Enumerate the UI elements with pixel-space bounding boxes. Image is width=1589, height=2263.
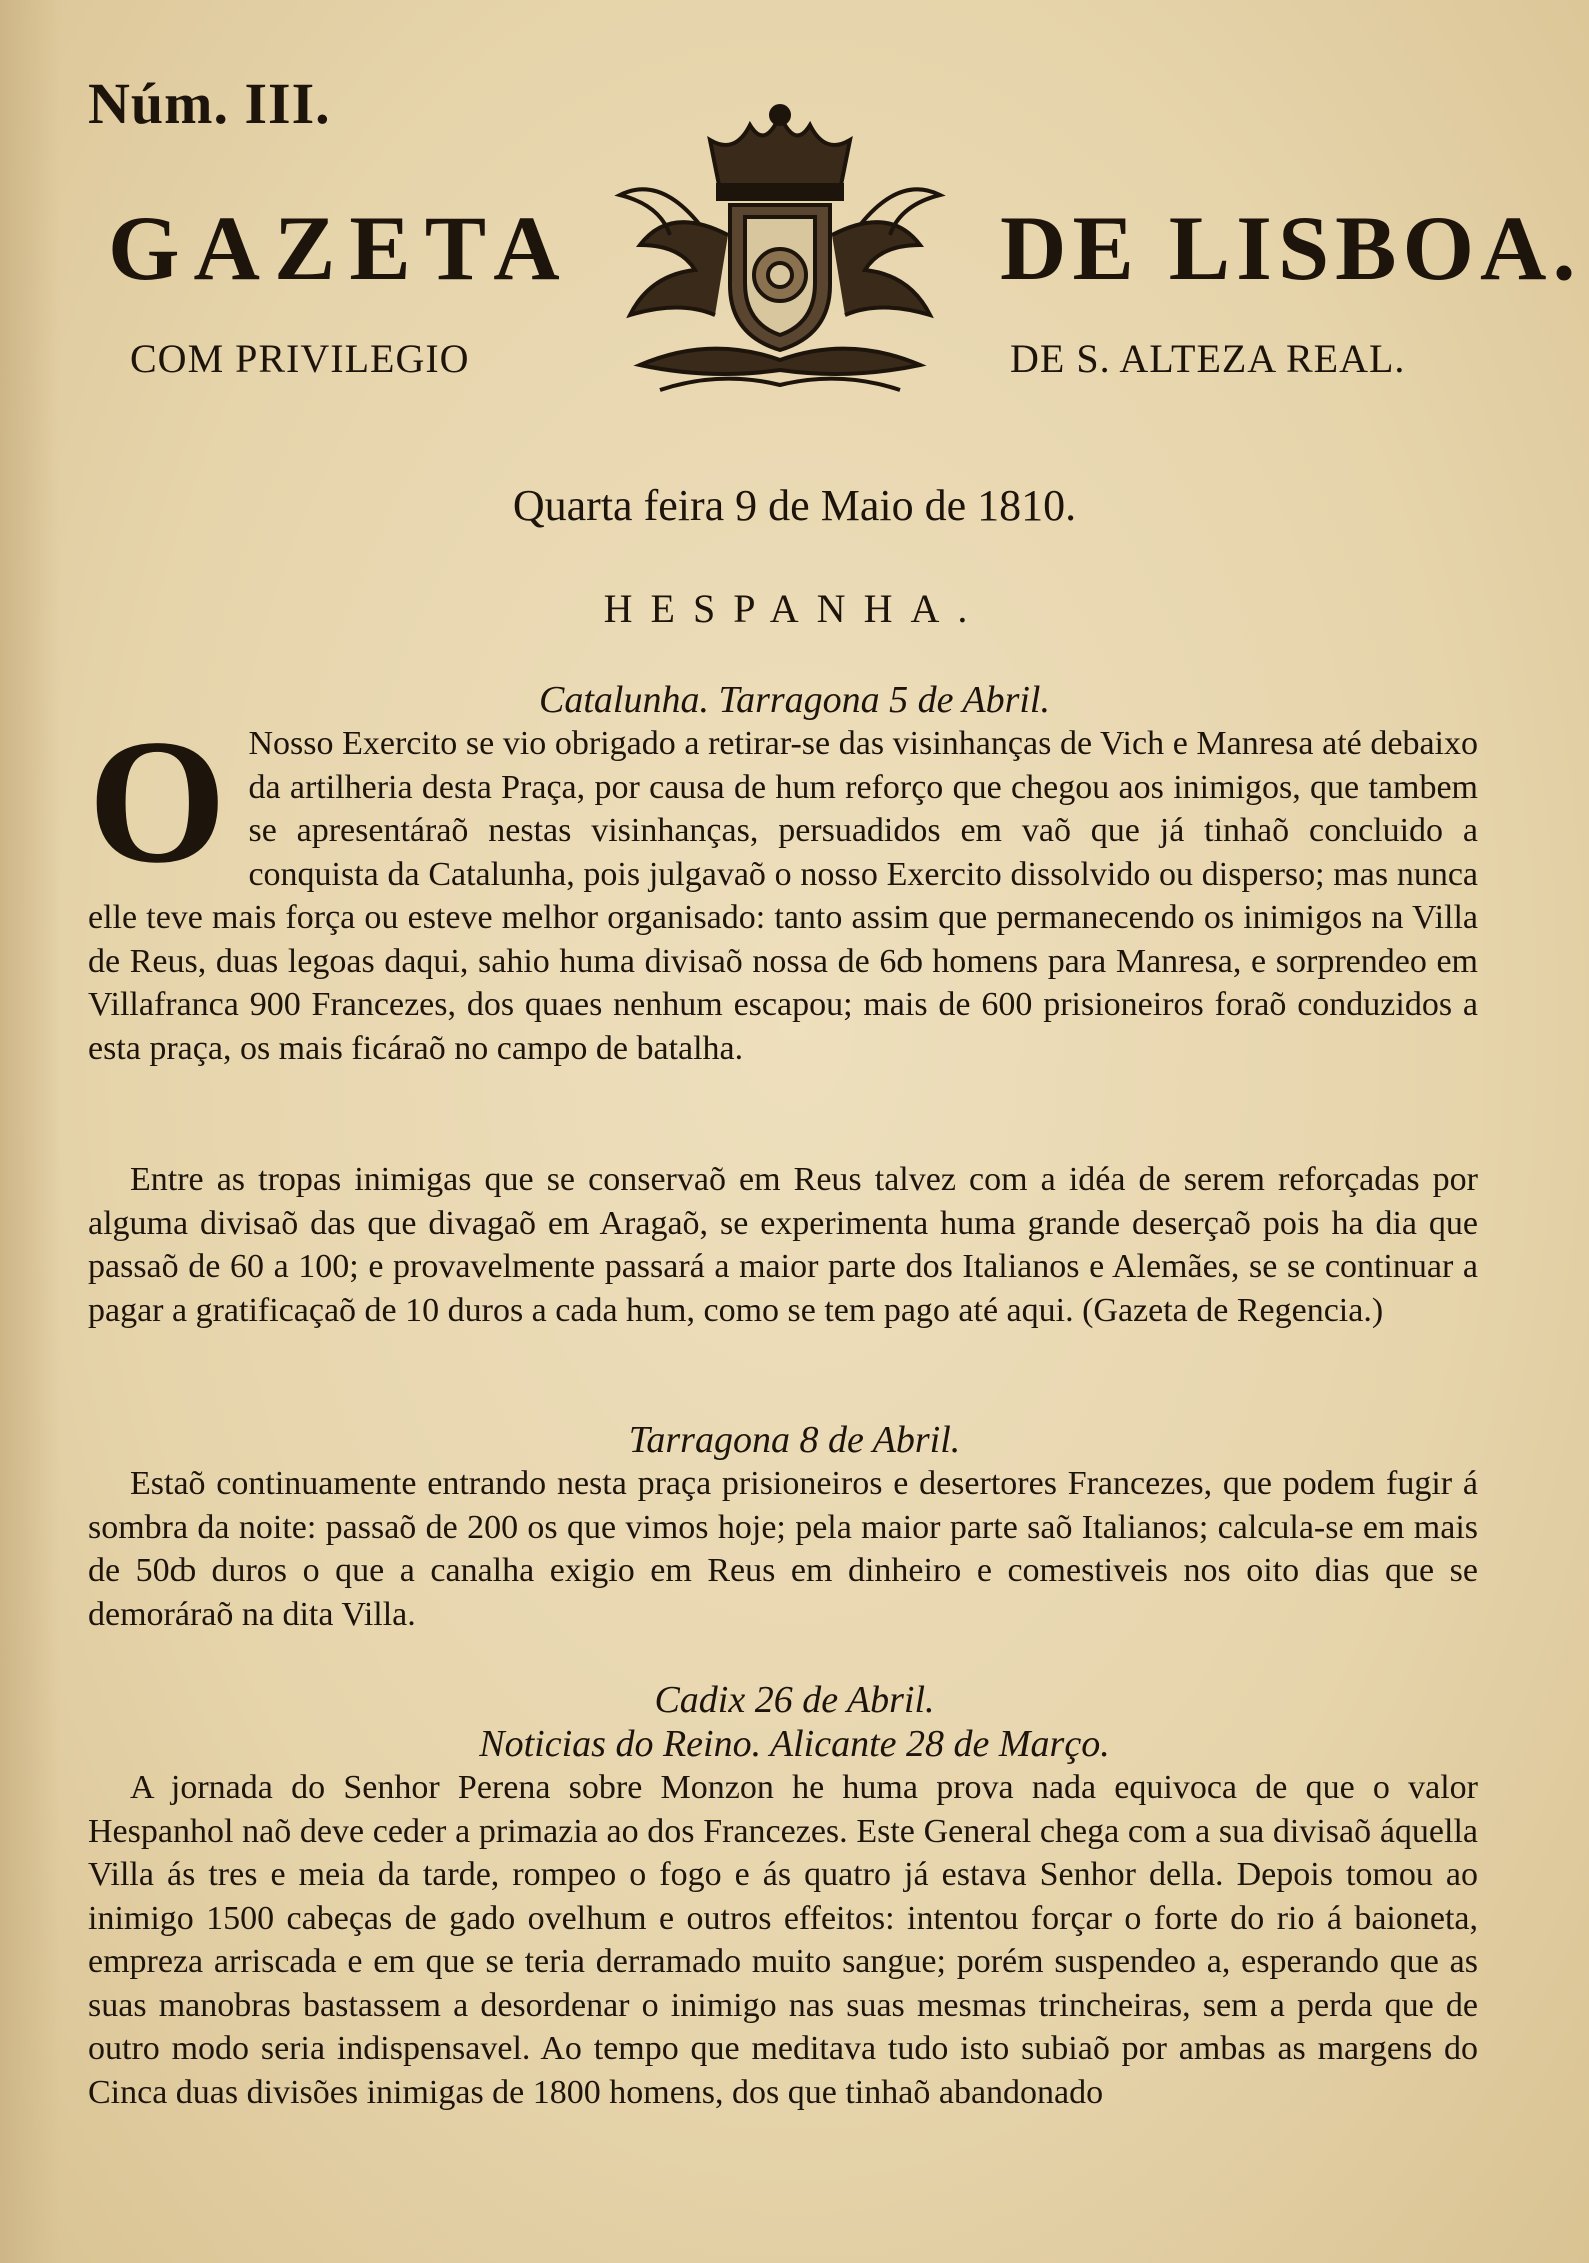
dateline-cadix: Cadix 26 de Abril.	[654, 1679, 935, 1721]
article-paragraph: A jornada do Senhor Perena sobre Monzon he huma prova nada equivoca de que o valor Hespanhol naõ deve ceder a primazia ao dos Francezes. Este General chega com a sua divisaõ áquella Villa ás tres e meia da tarde, rompeo o fogo e ás quatro já estava Senhor della. Depois tomou ao inimigo 1500 cabeças de gado ovelhum e outros effeitos: intentou forçar o forte do rio á baioneta, empreza arriscada e em que se teria derramado muito sangue; porém suspendeo a, esperando que as suas manobras bastassem a desordenar o inimigo nas suas mesmas trincheiras, sem a perda que de outro modo seria indispensavel. Ao tempo que meditava tudo isto subiaõ por ambas as margens do Cinca duas divisões inimigas de 1800 homens, dos que tinhaõ abandonado	[88, 1769, 1478, 2111]
dateline-tarragona-5-abril: Catalunha. Tarragona 5 de Abril.	[539, 679, 1050, 721]
issue-date: Quarta feira 9 de Maio de 1810.	[512, 481, 1077, 530]
issue-number: Núm. III.	[88, 71, 331, 136]
title-gazeta: GAZETA	[108, 197, 574, 299]
title-de-lisboa: DE LISBOA.	[1000, 197, 1582, 299]
article-paragraph: Entre as tropas inimigas que se conservaõ em Reus talvez com a idéa de serem reforçadas por alguma divisaõ das que divagaõ em Aragaõ, se experimenta huma grande deserçaõ pois ha dia que passaõ de 60 a 100; e provavelmente passará a maior parte dos Italianos e Alemães, se se continuar a pagar a gratificaçaõ de 10 duros a cada hum, como se tem pago até aqui. (Gazeta de Regencia.)	[88, 1161, 1478, 1329]
article-paragraph	[88, 702, 1478, 1070]
drop-cap: O	[88, 702, 227, 900]
privilege-left: COM PRIVILEGIO	[130, 336, 470, 381]
dateline-alicante: Noticias do Reino. Alicante 28 de Março.	[479, 1723, 1110, 1765]
royal-crest-icon	[600, 95, 960, 405]
masthead	[0, 0, 1589, 470]
dateline-tarragona-8-abril: Tarragona 8 de Abril.	[628, 1419, 961, 1461]
article-paragraph: Estaõ continuamente entrando nesta praça prisioneiros e desertores Francezes, que podem fugir á sombra da noite: passaõ de 200 os que vimos hoje; pela maior parte saõ Italianos; calcula-se em mais de 50ȸ duros o que a canalha exigio em Reus em dinheiro e comestiveis nos oito dias que se demoráraõ na dita Villa.	[88, 1465, 1478, 1633]
privilege-right: DE S. ALTEZA REAL.	[1010, 336, 1406, 381]
article-text: Nosso Exercito se vio obrigado a retirar-se das visinhanças de Vich e Manresa até debaixo da artilheria desta Praça, por causa de hum reforço que chegou aos inimigos, que tambem se apresentáraõ nestas visinhanças, persuadidos em vaõ que já tinhaõ concluido a conquista da Catalunha, pois julgavaõ o nosso Exercito dissolvido ou disperso; mas nunca elle teve mais força ou esteve melhor organisado: tanto assim que permanecendo os inimigos na Villa de Reus, duas legoas daqui, sahio huma divisaõ nossa de 6ȸ homens para Manresa, e sorprendeo em Villafranca 900 Francezes, dos quaes nenhum escapou; mais de 600 prisioneiros foraõ conduzidos a esta praça, os mais ficáraõ no campo de batalha.	[88, 725, 1478, 1067]
section-heading: HESPANHA.	[603, 586, 986, 631]
